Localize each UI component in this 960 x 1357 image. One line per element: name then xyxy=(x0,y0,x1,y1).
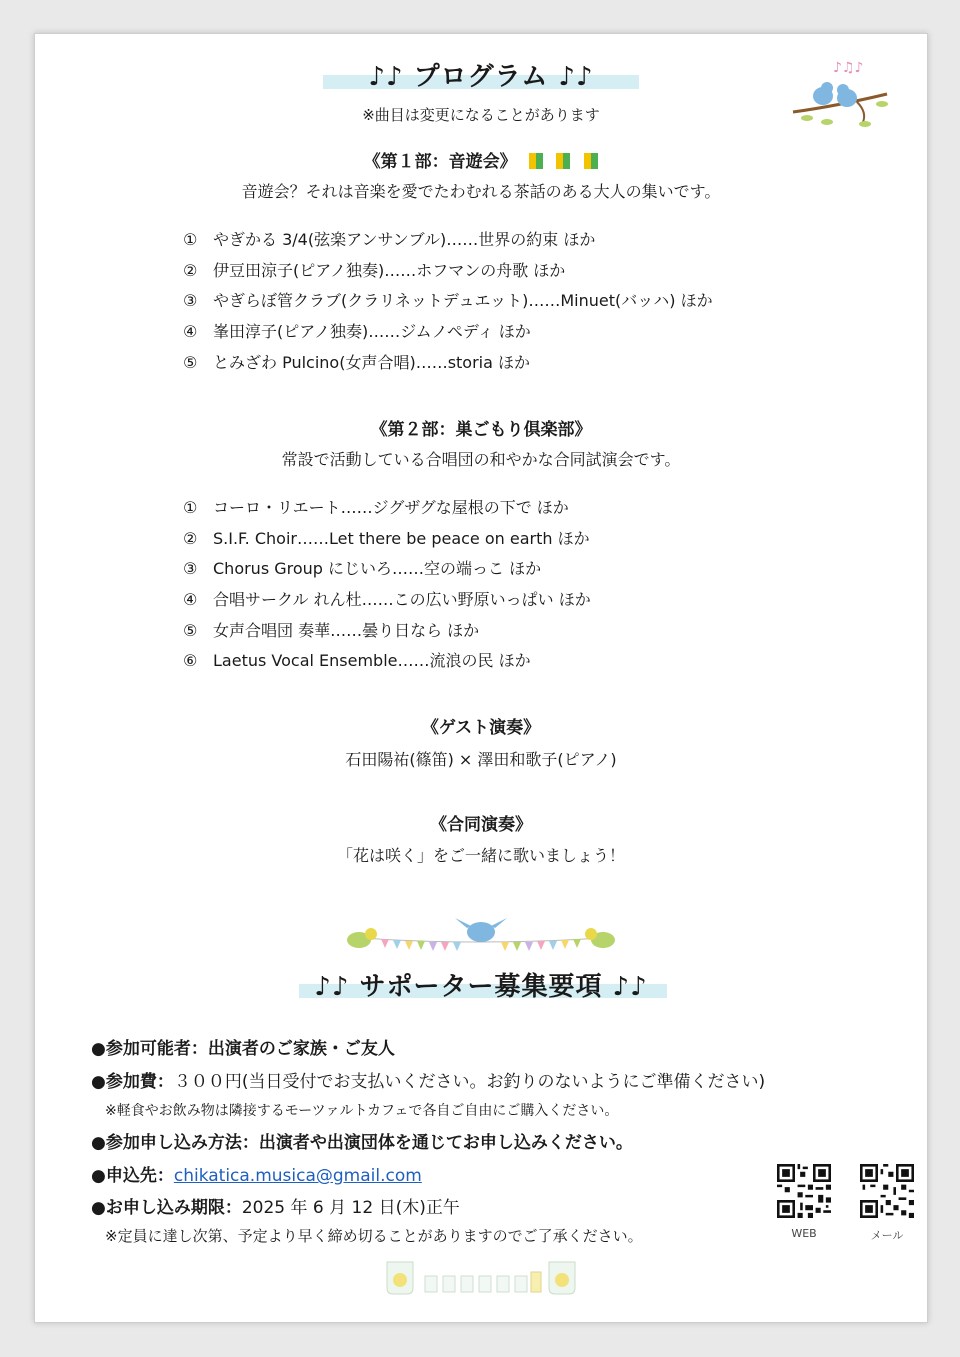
beginner-mark-icon xyxy=(556,153,570,169)
joint-heading: 《合同演奏》 xyxy=(430,815,532,835)
list-item: ③ Chorus Group にじいろ……空の端っこ ほか xyxy=(183,559,542,579)
guest-performers: 石田陽祐(篠笛) × 澤田和歌子(ピアノ) xyxy=(345,750,617,769)
deadline-note: ※定員に達し次第、予定より早く締め切ることがありますのでご了承ください。 xyxy=(105,1227,643,1245)
list-item: ① コーロ・リエート……ジグザグな屋根の下で ほか xyxy=(183,498,569,517)
qr-label-mail: メール xyxy=(870,1229,904,1242)
program-note: ※曲目は変更になることがあります xyxy=(362,106,600,124)
part2-description: 常設で活動している合唱団の和やかな合同試演会です。 xyxy=(281,450,681,469)
part1-list xyxy=(183,225,713,378)
method-line: ●参加申し込み方法：出演者や出演団体を通じてお申し込みください。 xyxy=(91,1133,633,1153)
flyer-page xyxy=(34,33,928,1323)
eligibility-line: ●参加可能者：出演者のご家族・ご友人 xyxy=(91,1039,395,1059)
fee-note: ※軽食やお飲み物は隣接するモーツァルトカフェで各自ご自由にご購入ください。 xyxy=(105,1103,619,1119)
program-title: ♪♪ プログラム ♪♪ xyxy=(368,62,594,92)
beginner-mark-icon xyxy=(529,153,543,169)
part2-heading: 《第２部：巣ごもり倶楽部》 xyxy=(370,420,592,440)
qr-code-web-icon[interactable] xyxy=(777,1164,831,1218)
contact-line: ●申込先：chikatica.musica@gmail.com xyxy=(91,1166,422,1186)
bunting-garland-icon xyxy=(341,910,621,956)
joint-text: 「花は咲く」をご一緒に歌いましょう！ xyxy=(336,846,625,865)
birds-on-branch-icon xyxy=(787,52,897,132)
svg-text:♪♫♪: ♪♫♪ xyxy=(833,60,864,76)
part1-heading: 《第１部：音遊会》 xyxy=(363,152,517,172)
list-item: ① やぎかる 3/4(弦楽アンサンブル)……世界の約束 ほか xyxy=(183,230,596,249)
fee-line: ●参加費：３００円(当日受付でお支払いください。お釣りのないようにご準備ください) xyxy=(91,1072,766,1092)
list-item: ⑤ とみざわ Pulcino(女声合唱)……storia ほか xyxy=(183,352,531,372)
list-item: ④ 合唱サークル れん杜……この広い野原いっぱい ほか xyxy=(183,590,591,610)
list-item: ⑥ Laetus Vocal Ensemble……流浪の民 ほか xyxy=(183,651,531,671)
part1-description: 音遊会？それは音楽を愛でたわむれる茶話のある大人の集いです。 xyxy=(241,182,721,201)
deadline-line: ●お申し込み期限：2025 年 6 月 12 日(木)正午 xyxy=(91,1198,460,1218)
list-item: ④ 峯田淳子(ピアノ独奏)……ジムノペディ ほか xyxy=(183,322,531,342)
list-item: ② S.I.F. Choir……Let there be peace on earth ほか xyxy=(183,528,590,548)
part1-heading-block xyxy=(35,147,927,172)
guest-heading: 《ゲスト演奏》 xyxy=(421,718,541,738)
part2-list xyxy=(183,493,591,677)
qr-label-web: WEB xyxy=(791,1227,817,1240)
beginner-mark-icon xyxy=(584,153,598,169)
lemonade-glasses-icon xyxy=(381,1254,581,1296)
list-item: ③ やぎらぼ管クラブ(クラリネットデュエット)……Minuet(バッハ) ほか xyxy=(183,291,713,311)
supporter-title: ♪♪ サポーター募集要項 ♪♪ xyxy=(314,972,648,1002)
list-item: ⑤ 女声合唱団 奏華……曇り日なら ほか xyxy=(183,620,480,640)
qr-code-mail-icon[interactable] xyxy=(860,1164,914,1218)
contact-email-link[interactable]: chikatica.musica@gmail.com xyxy=(173,1166,422,1186)
list-item: ② 伊豆田涼子(ピアノ独奏)……ホフマンの舟歌 ほか xyxy=(183,260,566,280)
